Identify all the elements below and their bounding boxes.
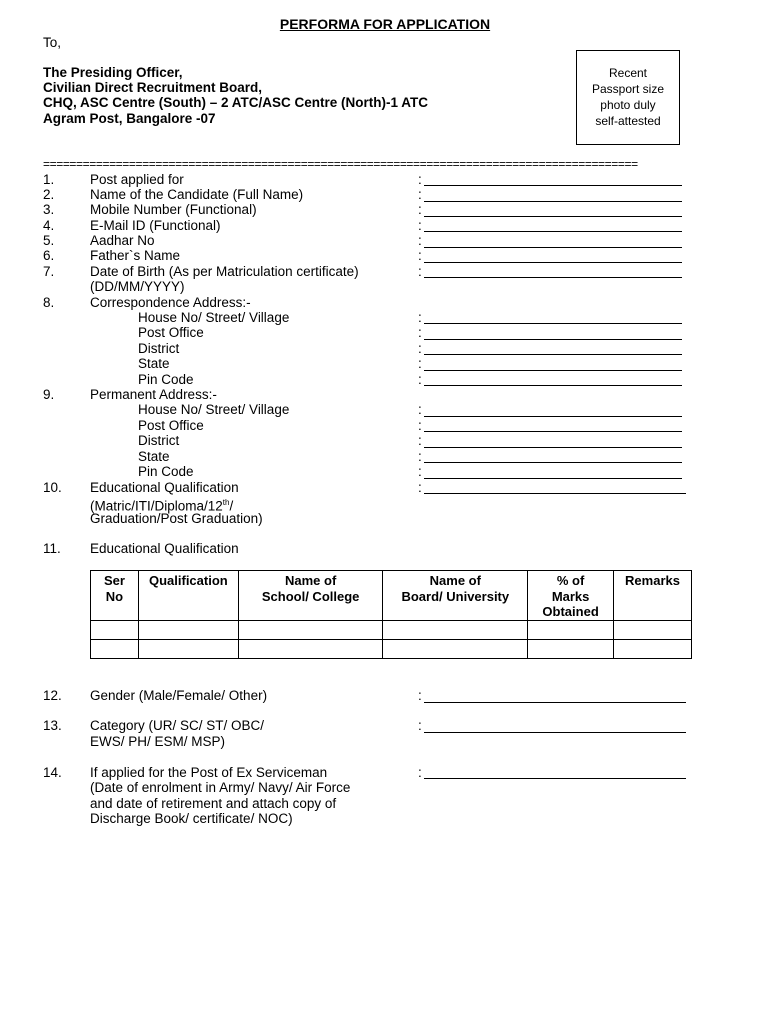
table-cell[interactable] xyxy=(614,639,692,658)
header-qualification xyxy=(138,571,238,621)
photo-box-line-3: photo duly xyxy=(600,98,656,112)
header-text: Obtained xyxy=(542,604,599,619)
email-field[interactable] xyxy=(424,230,682,232)
table-cell[interactable] xyxy=(383,639,528,658)
header-text: Name of xyxy=(284,573,337,588)
perm-pin-field[interactable] xyxy=(424,477,682,479)
photo-box-line-2: Passport size xyxy=(591,82,665,96)
item-number: 11. xyxy=(43,541,61,556)
header-text: Board/ University xyxy=(401,588,510,604)
item-label: Date of Birth (As per Matriculation certificate) xyxy=(90,264,359,279)
table-cell[interactable] xyxy=(614,620,692,639)
table-cell[interactable] xyxy=(528,639,614,658)
perm-house-field[interactable] xyxy=(424,415,682,417)
item-number: 5. xyxy=(43,233,55,248)
item-label-cont: and date of retirement and attach copy of xyxy=(90,796,337,811)
table-cell[interactable] xyxy=(91,620,139,639)
header-text: Qualification xyxy=(148,573,228,588)
state-label: State xyxy=(138,449,170,464)
label-text: / xyxy=(229,498,234,514)
item-label: Father`s Name xyxy=(90,248,181,263)
item-number: 10. xyxy=(43,480,62,495)
table-cell[interactable] xyxy=(138,620,238,639)
item-number: 9. xyxy=(43,387,55,402)
perm-post-office-field[interactable] xyxy=(424,430,682,432)
corr-post-office-field[interactable] xyxy=(424,338,682,340)
header-text: Name of xyxy=(429,573,481,588)
qualification-table xyxy=(90,570,692,659)
header-text: No xyxy=(105,588,124,604)
item-label-cont: (DD/MM/YYYY) xyxy=(90,279,185,294)
photo-box xyxy=(576,50,680,145)
item-label: Permanent Address:- xyxy=(90,387,217,402)
table-cell[interactable] xyxy=(91,639,139,658)
colon: : xyxy=(418,402,422,417)
header-board xyxy=(383,571,528,621)
item-label: E-Mail ID (Functional) xyxy=(90,218,221,233)
district-label: District xyxy=(138,341,180,356)
item-label: Category (UR/ SC/ ST/ OBC/ xyxy=(90,718,265,733)
colon: : xyxy=(418,464,422,479)
corr-house-field[interactable] xyxy=(424,322,682,324)
post-office-label: Post Office xyxy=(138,418,204,433)
item-number: 6. xyxy=(43,248,55,263)
header-text: Marks xyxy=(551,588,590,604)
corr-state-field[interactable] xyxy=(424,369,682,371)
superscript: th xyxy=(222,498,230,507)
corr-district-field[interactable] xyxy=(424,353,682,355)
colon: : xyxy=(418,218,422,233)
item-number: 13. xyxy=(43,718,62,733)
gender-field[interactable] xyxy=(424,701,686,703)
perm-district-field[interactable] xyxy=(424,446,682,448)
item-label: Correspondence Address:- xyxy=(90,295,251,310)
colon: : xyxy=(418,202,422,217)
item-label: Gender (Male/Female/ Other) xyxy=(90,688,268,703)
label-text: (Matric/ITI/Diploma/12 xyxy=(90,498,223,514)
table-cell[interactable] xyxy=(383,620,528,639)
table-cell[interactable] xyxy=(528,620,614,639)
address-line-4: Agram Post, Bangalore -07 xyxy=(43,111,216,126)
header-remarks xyxy=(614,571,692,621)
aadhar-field[interactable] xyxy=(424,246,682,248)
item-number: 14. xyxy=(43,765,62,780)
pin-label: Pin Code xyxy=(138,372,194,387)
salutation: To, xyxy=(43,35,62,50)
colon: : xyxy=(418,765,422,780)
education-field[interactable] xyxy=(424,492,686,494)
item-number: 3. xyxy=(43,202,55,217)
item-label-cont: (Date of enrolment in Army/ Navy/ Air Force xyxy=(90,780,351,795)
item-label: Name of the Candidate (Full Name) xyxy=(90,187,304,202)
colon: : xyxy=(418,718,422,733)
header-school xyxy=(238,571,383,621)
address-line-2: Civilian Direct Recruitment Board, xyxy=(43,80,263,95)
photo-box-line-4: self-attested xyxy=(595,114,661,128)
separator-line: ========================================================================================== xyxy=(43,157,638,171)
house-label: House No/ Street/ Village xyxy=(138,402,290,417)
item-number: 12. xyxy=(43,688,62,703)
item-number: 7. xyxy=(43,264,55,279)
state-label: State xyxy=(138,356,170,371)
post-office-label: Post Office xyxy=(138,325,204,340)
colon: : xyxy=(418,418,422,433)
pin-label: Pin Code xyxy=(138,464,194,479)
form-title: PERFORMA FOR APPLICATION xyxy=(279,16,491,32)
colon: : xyxy=(418,325,422,340)
colon: : xyxy=(418,233,422,248)
colon: : xyxy=(418,356,422,371)
candidate-name-field[interactable] xyxy=(424,200,682,202)
colon: : xyxy=(418,341,422,356)
item-label: Educational Qualification xyxy=(90,541,239,556)
item-number: 4. xyxy=(43,218,55,233)
header-ser-no xyxy=(91,571,139,621)
header-text: School/ College xyxy=(261,588,360,604)
item-label-cont: Discharge Book/ certificate/ NOC) xyxy=(90,811,293,826)
header-text: % of xyxy=(556,573,585,588)
colon: : xyxy=(418,433,422,448)
item-number: 2. xyxy=(43,187,55,202)
table-row xyxy=(91,620,692,639)
table-cell[interactable] xyxy=(238,620,383,639)
header-text: Ser xyxy=(103,573,125,588)
header-marks xyxy=(528,571,614,621)
item-number: 1. xyxy=(43,172,55,187)
category-field[interactable] xyxy=(424,731,686,733)
header-text: Remarks xyxy=(625,573,680,588)
table-row xyxy=(91,639,692,658)
address-line-1: The Presiding Officer, xyxy=(43,65,183,80)
item-label: Aadhar No xyxy=(90,233,155,248)
item-label: If applied for the Post of Ex Serviceman xyxy=(90,765,328,780)
colon: : xyxy=(418,264,422,279)
mobile-number-field[interactable] xyxy=(424,215,682,217)
ex-serviceman-field[interactable] xyxy=(424,777,686,779)
item-label: Post applied for xyxy=(90,172,184,187)
colon: : xyxy=(418,372,422,387)
item-label: Mobile Number (Functional) xyxy=(90,202,257,217)
colon: : xyxy=(418,480,422,495)
item-number: 8. xyxy=(43,295,55,310)
item-label-cont: EWS/ PH/ ESM/ MSP) xyxy=(90,734,226,749)
father-name-field[interactable] xyxy=(424,261,682,263)
dob-field[interactable] xyxy=(424,276,682,278)
colon: : xyxy=(418,310,422,325)
perm-state-field[interactable] xyxy=(424,461,682,463)
item-label-cont: Graduation/Post Graduation) xyxy=(90,511,263,526)
table-cell[interactable] xyxy=(238,639,383,658)
photo-box-line-1: Recent xyxy=(608,66,648,80)
colon: : xyxy=(418,172,422,187)
post-applied-field[interactable] xyxy=(424,184,682,186)
colon: : xyxy=(418,248,422,263)
item-label: Educational Qualification xyxy=(90,480,239,495)
colon: : xyxy=(418,187,422,202)
address-line-3: CHQ, ASC Centre (South) – 2 ATC/ASC Centre (North)-1 ATC xyxy=(43,95,429,110)
house-label: House No/ Street/ Village xyxy=(138,310,290,325)
district-label: District xyxy=(138,433,180,448)
corr-pin-field[interactable] xyxy=(424,384,682,386)
table-cell[interactable] xyxy=(138,639,238,658)
colon: : xyxy=(418,449,422,464)
colon: : xyxy=(418,688,422,703)
